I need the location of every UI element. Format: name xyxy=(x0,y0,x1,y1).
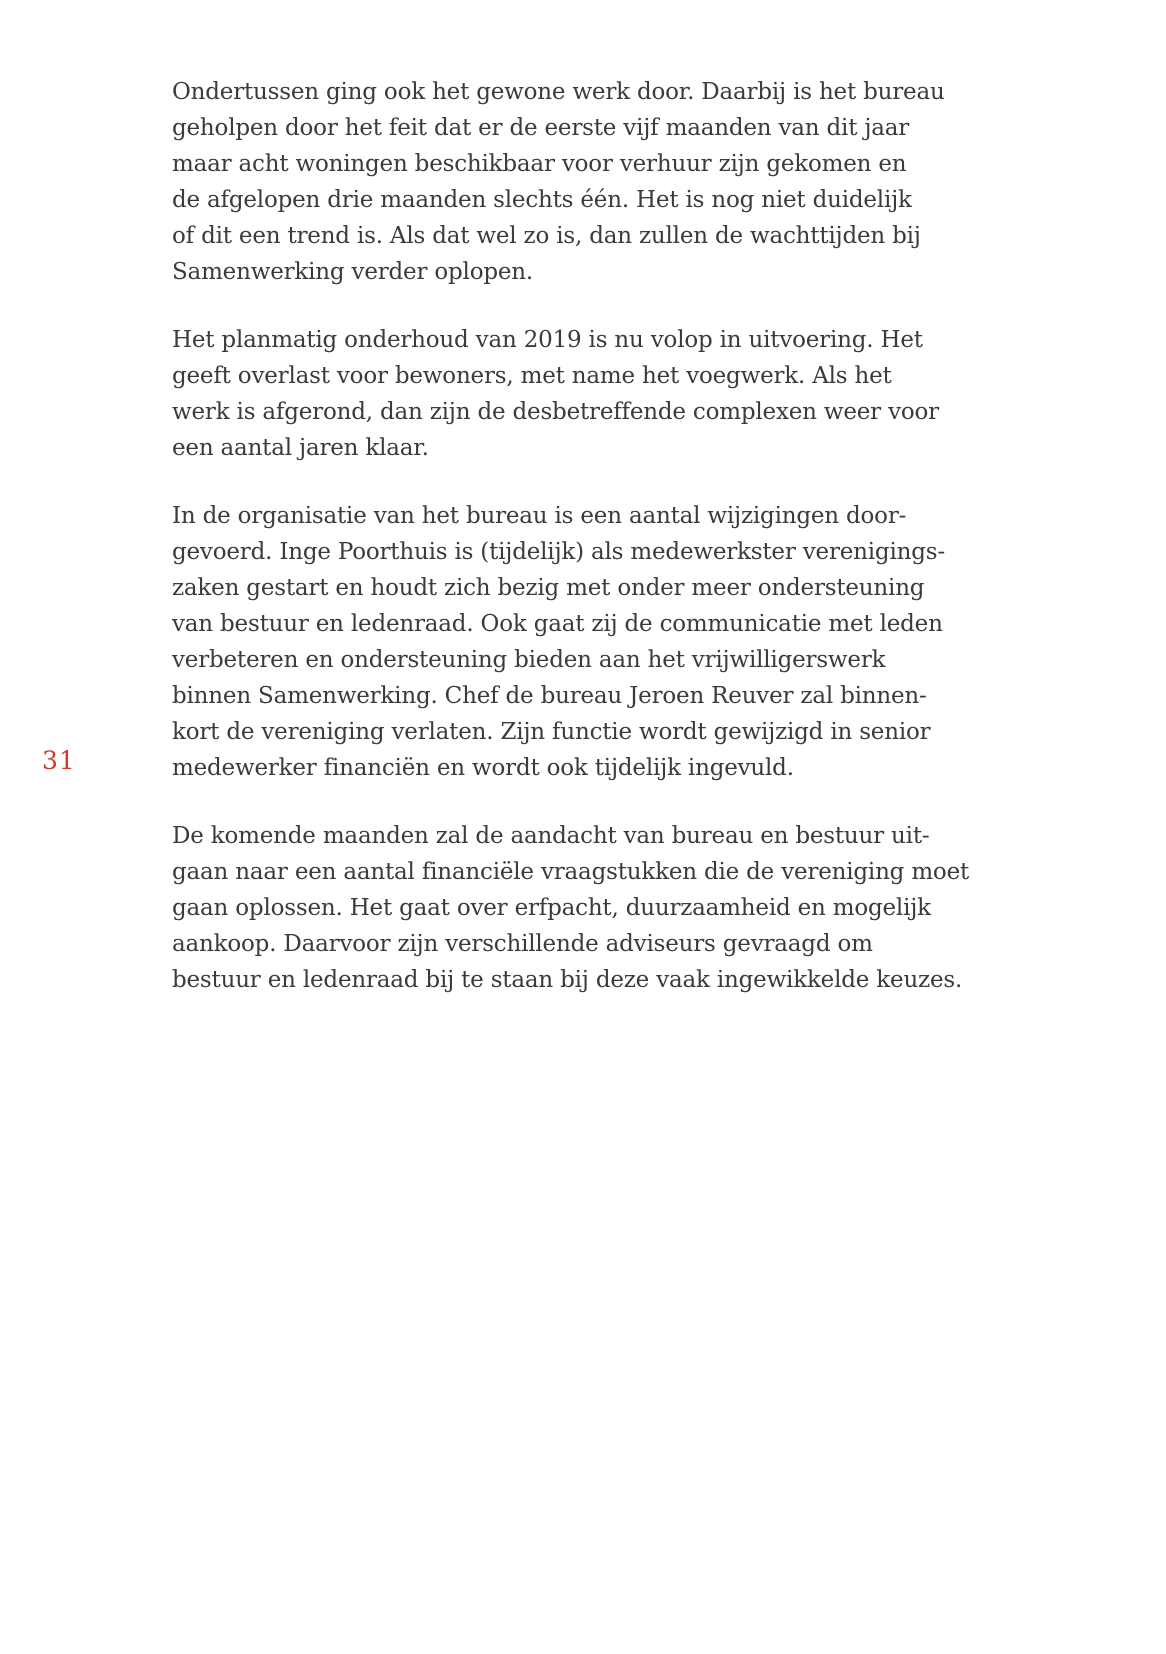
text-line: gaan oplossen. Het gaat over erfpacht, duurzaamheid en mogelijk xyxy=(172,895,931,921)
text-line: Samenwerking verder oplopen. xyxy=(172,259,534,285)
text-line: gevoerd. Inge Poorthuis is (tijdelijk) als medewerkster verenigings- xyxy=(172,539,945,565)
text-line: aankoop. Daarvoor zijn verschillende adviseurs gevraagd om xyxy=(172,931,873,957)
body-text-block xyxy=(172,74,1032,1030)
text-line: verbeteren en ondersteuning bieden aan het vrijwilligerswerk xyxy=(172,647,886,673)
paragraph xyxy=(172,498,1032,786)
text-line: gaan naar een aantal financiële vraagstukken die de vereniging moet xyxy=(172,859,970,885)
paragraph xyxy=(172,818,1032,998)
text-line: De komende maanden zal de aandacht van bureau en bestuur uit- xyxy=(172,823,930,849)
text-line: geeft overlast voor bewoners, met name het voegwerk. Als het xyxy=(172,363,892,389)
text-line: Ondertussen ging ook het gewone werk door. Daarbij is het bureau xyxy=(172,79,945,105)
text-line: geholpen door het feit dat er de eerste vijf maanden van dit jaar xyxy=(172,115,910,141)
paragraph xyxy=(172,74,1032,290)
text-line: bestuur en ledenraad bij te staan bij deze vaak ingewikkelde keuzes. xyxy=(172,967,963,993)
text-line: binnen Samenwerking. Chef de bureau Jeroen Reuver zal binnen- xyxy=(172,683,927,709)
paragraph xyxy=(172,322,1032,466)
text-line: Het planmatig onderhoud van 2019 is nu volop in uitvoering. Het xyxy=(172,327,923,353)
text-line: maar acht woningen beschikbaar voor verhuur zijn gekomen en xyxy=(172,151,907,177)
text-line: van bestuur en ledenraad. Ook gaat zij de communicatie met leden xyxy=(172,611,943,637)
text-line: de afgelopen drie maanden slechts één. Het is nog niet duidelijk xyxy=(172,187,912,213)
text-line: medewerker financiën en wordt ook tijdelijk ingevuld. xyxy=(172,755,794,781)
text-line: een aantal jaren klaar. xyxy=(172,435,429,461)
text-line: kort de vereniging verlaten. Zijn functie wordt gewijzigd in senior xyxy=(172,719,931,745)
text-line: zaken gestart en houdt zich bezig met onder meer ondersteuning xyxy=(172,575,925,601)
text-line: werk is afgerond, dan zijn de desbetreffende complexen weer voor xyxy=(172,399,939,425)
page-number: 31 xyxy=(42,746,76,775)
text-line: of dit een trend is. Als dat wel zo is, dan zullen de wachttijden bij xyxy=(172,223,921,249)
text-line: In de organisatie van het bureau is een aantal wijzigingen door- xyxy=(172,503,907,529)
